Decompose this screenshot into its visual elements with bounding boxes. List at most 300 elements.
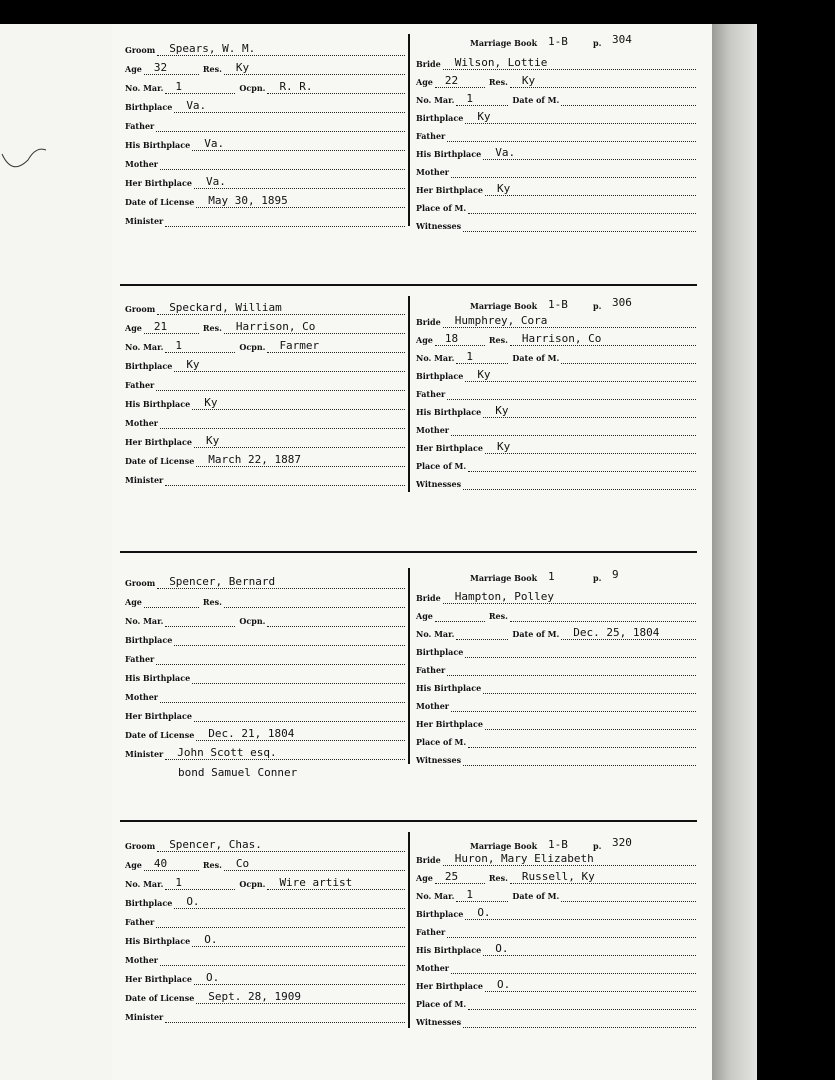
page-edge [712,24,757,1080]
column-divider [408,34,410,226]
bride-his-birthplace-line [483,146,696,160]
bride-father-row [416,128,696,142]
groom-date-of-license-row [125,453,405,467]
bride-birthplace-value: O. [477,906,491,919]
bride-name-value: Huron, Mary Elizabeth [454,852,594,865]
groom-res-line [224,857,405,871]
bride-age-value: 22 [444,74,459,87]
groom-her-birthplace-value: Va. [205,175,226,188]
bride-name-label: Bride [416,855,441,865]
marriage-book-number: 1-B [548,838,568,851]
section-divider [120,820,697,822]
marriage-book-page: 304 [612,33,632,46]
groom-mother-line [160,689,405,703]
groom-no-mar-value: 1 [175,339,183,352]
marriage-book-number: 1 [548,570,555,583]
marriage-book-page-label: p. [593,841,602,851]
bride-birthplace-line [465,368,696,382]
bride-no-mar-line [456,888,508,902]
groom-father-label: Father [125,380,155,390]
groom-date-of-license-value: March 22, 1887 [208,453,302,466]
groom-date-of-license-line [196,990,405,1004]
groom-birthplace-line [174,895,405,909]
groom-name-line [157,42,405,56]
groom-date-of-license-label: Date of License [125,993,195,1003]
groom-mother-line [160,415,405,429]
groom-date-of-license-line [196,453,405,467]
marriage-book-label: Marriage Book [470,301,538,311]
bride-name-value: Hampton, Polley [454,590,555,603]
bride-his-birthplace-label: His Birthplace [416,945,482,955]
groom-note: bond Samuel Conner [178,766,298,779]
groom-date-of-license-label: Date of License [125,197,195,207]
groom-age-row [125,857,405,871]
groom-age-value: 40 [153,857,168,870]
bride-place-of-m-row [416,458,696,472]
groom-father-label: Father [125,121,155,131]
marriage-book-page: 320 [612,836,632,849]
groom-res-value: Co [235,857,250,870]
bride-place-of-m-line [468,996,696,1010]
groom-minister-line [165,1009,405,1023]
groom-res-line [224,594,405,608]
groom-minister-line [165,746,405,760]
bride-his-birthplace-value: Va. [495,146,516,159]
bride-age-row [416,74,696,88]
bride-age-row [416,332,696,346]
bride-name-line [443,56,696,70]
bride-birthplace-line [465,906,696,920]
groom-name-value: Spencer, Bernard [169,575,276,588]
groom-res-value: Harrison, Co [235,320,316,333]
groom-date-of-license-row [125,727,405,741]
bride-age-value: 25 [444,870,459,883]
groom-father-line [156,651,405,665]
groom-res-value: Ky [235,61,250,74]
groom-date-of-license-line [196,194,405,208]
marriage-book-page: 9 [612,568,619,581]
groom-name-row [125,575,405,589]
groom-res-line [224,320,405,334]
bride-res-value: Ky [521,74,536,87]
bride-mother-label: Mother [416,167,450,177]
bride-mother-row [416,698,696,712]
bride-her-birthplace-label: Her Birthplace [416,719,483,729]
bride-birthplace-label: Birthplace [416,909,464,919]
groom-birthplace-line [174,99,405,113]
bride-witnesses-row [416,476,696,490]
bride-no-mar-label: No. Mar. [416,891,455,901]
bride-no-mar-label: No. Mar. [416,353,455,363]
bride-father-label: Father [416,131,446,141]
bride-res-label: Res. [488,611,508,621]
bride-birthplace-line [465,644,696,658]
groom-no-mar-value: 1 [175,80,183,93]
groom-date-of-license-value: Dec. 21, 1804 [208,727,295,740]
groom-minister-row [125,213,405,227]
bride-birthplace-value: Ky [477,368,491,381]
bride-place-of-m-row [416,734,696,748]
bride-his-birthplace-line [483,680,696,694]
groom-ocpn-line [267,80,405,94]
groom-name-value: Spears, W. M. [169,42,256,55]
section-divider [120,551,697,553]
bride-age-value: 18 [444,332,459,345]
bride-her-birthplace-label: Her Birthplace [416,981,483,991]
groom-birthplace-label: Birthplace [125,361,173,371]
bride-name-row [416,852,696,866]
groom-his-birthplace-value: Va. [204,137,225,150]
groom-name-label: Groom [125,304,156,314]
groom-date-of-license-value: May 30, 1895 [208,194,288,207]
groom-her-birthplace-line [194,175,405,189]
bride-age-label: Age [416,335,433,345]
groom-age-line [144,857,199,871]
bride-mother-line [451,422,696,436]
groom-her-birthplace-label: Her Birthplace [125,437,192,447]
groom-minister-line [165,472,405,486]
groom-ocpn-line [267,876,405,890]
groom-mother-row [125,952,405,966]
bride-no-mar-line [456,350,508,364]
groom-mother-line [160,952,405,966]
bride-his-birthplace-row [416,404,696,418]
groom-father-label: Father [125,917,155,927]
bride-res-value: Harrison, Co [521,332,602,345]
groom-minister-label: Minister [125,1012,164,1022]
bride-no-mar-value: 1 [466,350,474,363]
bride-witnesses-label: Witnesses [416,221,462,231]
bride-res-line [510,332,696,346]
groom-minister-row [125,746,405,760]
groom-age-label: Age [125,597,142,607]
bride-his-birthplace-row [416,680,696,694]
bride-witnesses-line [463,1014,696,1028]
groom-birthplace-label: Birthplace [125,898,173,908]
column-divider [408,568,410,764]
column-divider [408,832,410,1028]
bride-place-of-m-label: Place of M. [416,461,467,471]
bride-his-birthplace-row [416,146,696,160]
groom-name-line [157,575,405,589]
bride-her-birthplace-line [485,440,696,454]
bride-no-mar-value: 1 [466,888,474,901]
groom-mother-row [125,415,405,429]
groom-her-birthplace-line [194,971,405,985]
groom-mother-label: Mother [125,692,159,702]
groom-birthplace-row [125,358,405,372]
groom-her-birthplace-line [194,434,405,448]
bride-date-of-m-label: Date of M. [512,629,560,639]
bride-no-mar-label: No. Mar. [416,95,455,105]
bride-mother-line [451,960,696,974]
column-divider [408,296,410,492]
bride-name-label: Bride [416,317,441,327]
bride-age-label: Age [416,77,433,87]
bride-father-row [416,924,696,938]
groom-res-label: Res. [202,64,222,74]
marriage-book-page: 306 [612,296,632,309]
bride-mother-row [416,164,696,178]
groom-birthplace-row [125,632,405,646]
groom-age-label: Age [125,323,142,333]
groom-age-value: 21 [153,320,168,333]
bride-father-row [416,386,696,400]
bride-age-row [416,870,696,884]
groom-name-line [157,301,405,315]
groom-father-row [125,651,405,665]
bride-his-birthplace-row [416,942,696,956]
groom-ocpn-line [267,613,405,627]
groom-age-label: Age [125,64,142,74]
bride-father-line [447,386,696,400]
bride-name-line [443,852,696,866]
bride-place-of-m-row [416,996,696,1010]
bride-age-line [435,870,485,884]
groom-her-birthplace-value: Ky [205,434,220,447]
bride-no-mar-line [456,626,508,640]
groom-date-of-license-label: Date of License [125,456,195,466]
groom-ocpn-label: Ocpn. [239,83,266,93]
bride-her-birthplace-line [485,182,696,196]
groom-father-line [156,914,405,928]
groom-date-of-license-row [125,194,405,208]
marriage-book-label: Marriage Book [470,841,538,851]
bride-name-label: Bride [416,593,441,603]
bride-his-birthplace-line [483,942,696,956]
bride-no-mar-value: 1 [466,92,474,105]
groom-name-row [125,301,405,315]
bride-father-line [447,128,696,142]
groom-date-of-license-line [196,727,405,741]
groom-mother-label: Mother [125,955,159,965]
groom-her-birthplace-value: O. [205,971,220,984]
bride-father-row [416,662,696,676]
bride-birthplace-label: Birthplace [416,113,464,123]
groom-minister-row [125,1009,405,1023]
bride-birthplace-row [416,110,696,124]
bride-no-mar-row [416,92,696,106]
bride-his-birthplace-line [483,404,696,418]
groom-res-line [224,61,405,75]
groom-name-label: Groom [125,578,156,588]
bride-name-row [416,314,696,328]
bride-age-line [435,332,485,346]
bride-res-line [510,74,696,88]
bride-witnesses-label: Witnesses [416,1017,462,1027]
bride-mother-label: Mother [416,963,450,973]
bride-mother-row [416,422,696,436]
bride-mother-row [416,960,696,974]
groom-her-birthplace-line [194,708,405,722]
bride-witnesses-row [416,752,696,766]
bride-his-birthplace-label: His Birthplace [416,407,482,417]
bride-witnesses-line [463,752,696,766]
bride-no-mar-row [416,626,696,640]
bride-res-label: Res. [488,335,508,345]
groom-no-mar-row [125,876,405,890]
groom-mother-label: Mother [125,159,159,169]
groom-name-row [125,838,405,852]
groom-res-label: Res. [202,323,222,333]
groom-no-mar-line [165,876,235,890]
bride-res-label: Res. [488,77,508,87]
groom-no-mar-label: No. Mar. [125,616,164,626]
bride-no-mar-label: No. Mar. [416,629,455,639]
groom-his-birthplace-line [192,670,405,684]
groom-birthplace-value: O. [186,895,200,908]
bride-name-value: Wilson, Lottie [454,56,548,69]
bride-his-birthplace-value: Ky [495,404,509,417]
bride-name-label: Bride [416,59,441,69]
groom-birthplace-label: Birthplace [125,635,173,645]
groom-ocpn-value: Wire artist [279,876,353,889]
groom-name-value: Speckard, William [169,301,282,314]
bride-date-of-m-line [561,350,696,364]
bride-father-label: Father [416,665,446,675]
bride-her-birthplace-row [416,440,696,454]
groom-no-mar-row [125,80,405,94]
bride-her-birthplace-value: O. [496,978,511,991]
groom-ocpn-label: Ocpn. [239,342,266,352]
groom-his-birthplace-line [192,137,405,151]
groom-father-line [156,118,405,132]
groom-name-label: Groom [125,841,156,851]
bride-place-of-m-label: Place of M. [416,737,467,747]
groom-her-birthplace-row [125,971,405,985]
groom-minister-row [125,472,405,486]
groom-no-mar-label: No. Mar. [125,879,164,889]
bride-his-birthplace-value: O. [495,942,509,955]
bride-her-birthplace-value: Ky [496,182,511,195]
bride-birthplace-row [416,906,696,920]
bride-name-line [443,590,696,604]
groom-mother-row [125,689,405,703]
groom-mother-label: Mother [125,418,159,428]
bride-father-label: Father [416,389,446,399]
groom-no-mar-label: No. Mar. [125,342,164,352]
groom-res-label: Res. [202,597,222,607]
bride-age-line [435,608,485,622]
bride-mother-label: Mother [416,425,450,435]
groom-birthplace-value: Va. [186,99,207,112]
bride-name-row [416,590,696,604]
bride-her-birthplace-line [485,978,696,992]
groom-age-label: Age [125,860,142,870]
bride-date-of-m-line [561,626,696,640]
bride-birthplace-label: Birthplace [416,647,464,657]
groom-minister-label: Minister [125,749,164,759]
groom-no-mar-line [165,613,235,627]
groom-no-mar-row [125,339,405,353]
groom-no-mar-value: 1 [175,876,183,889]
bride-res-line [510,608,696,622]
bride-birthplace-row [416,368,696,382]
groom-name-line [157,838,405,852]
groom-no-mar-row [125,613,405,627]
groom-his-birthplace-value: Ky [204,396,218,409]
bride-date-of-m-line [561,888,696,902]
section-divider [120,284,697,286]
groom-age-row [125,61,405,75]
groom-age-row [125,320,405,334]
groom-his-birthplace-value: O. [204,933,218,946]
bride-age-line [435,74,485,88]
bride-witnesses-row [416,218,696,232]
groom-ocpn-label: Ocpn. [239,879,266,889]
groom-no-mar-line [165,80,235,94]
groom-birthplace-line [174,632,405,646]
bride-date-of-m-line [561,92,696,106]
groom-age-row [125,594,405,608]
groom-mother-row [125,156,405,170]
bride-witnesses-label: Witnesses [416,479,462,489]
groom-his-birthplace-row [125,670,405,684]
bride-birthplace-line [465,110,696,124]
bride-age-row [416,608,696,622]
bride-birthplace-row [416,644,696,658]
bride-date-of-m-label: Date of M. [512,891,560,901]
bride-place-of-m-line [468,734,696,748]
groom-birthplace-label: Birthplace [125,102,173,112]
groom-his-birthplace-label: His Birthplace [125,673,191,683]
marriage-book-page-label: p. [593,38,602,48]
groom-date-of-license-row [125,990,405,1004]
groom-mother-line [160,156,405,170]
groom-minister-label: Minister [125,475,164,485]
groom-his-birthplace-line [192,396,405,410]
bride-mother-line [451,164,696,178]
bride-her-birthplace-label: Her Birthplace [416,185,483,195]
groom-minister-value: John Scott esq. [177,746,277,759]
bride-her-birthplace-row [416,716,696,730]
groom-birthplace-row [125,895,405,909]
bride-place-of-m-label: Place of M. [416,999,467,1009]
bride-res-value: Russell, Ky [521,870,595,883]
groom-date-of-license-label: Date of License [125,730,195,740]
groom-age-line [144,594,199,608]
bride-her-birthplace-value: Ky [496,440,511,453]
groom-his-birthplace-label: His Birthplace [125,399,191,409]
groom-name-label: Groom [125,45,156,55]
bride-mother-line [451,698,696,712]
bride-name-line [443,314,696,328]
groom-her-birthplace-label: Her Birthplace [125,974,192,984]
groom-his-birthplace-row [125,137,405,151]
bride-her-birthplace-line [485,716,696,730]
groom-her-birthplace-label: Her Birthplace [125,711,192,721]
bride-age-label: Age [416,873,433,883]
bride-her-birthplace-row [416,978,696,992]
groom-minister-label: Minister [125,216,164,226]
groom-name-row [125,42,405,56]
groom-no-mar-line [165,339,235,353]
bride-place-of-m-line [468,458,696,472]
groom-res-label: Res. [202,860,222,870]
groom-father-label: Father [125,654,155,664]
groom-his-birthplace-row [125,396,405,410]
marriage-book-number: 1-B [548,298,568,311]
groom-birthplace-value: Ky [186,358,200,371]
bride-witnesses-line [463,476,696,490]
bride-his-birthplace-label: His Birthplace [416,683,482,693]
marriage-book-label: Marriage Book [470,38,538,48]
bride-witnesses-label: Witnesses [416,755,462,765]
bride-date-of-m-label: Date of M. [512,95,560,105]
bride-birthplace-value: Ky [477,110,491,123]
bride-place-of-m-line [468,200,696,214]
groom-father-row [125,914,405,928]
